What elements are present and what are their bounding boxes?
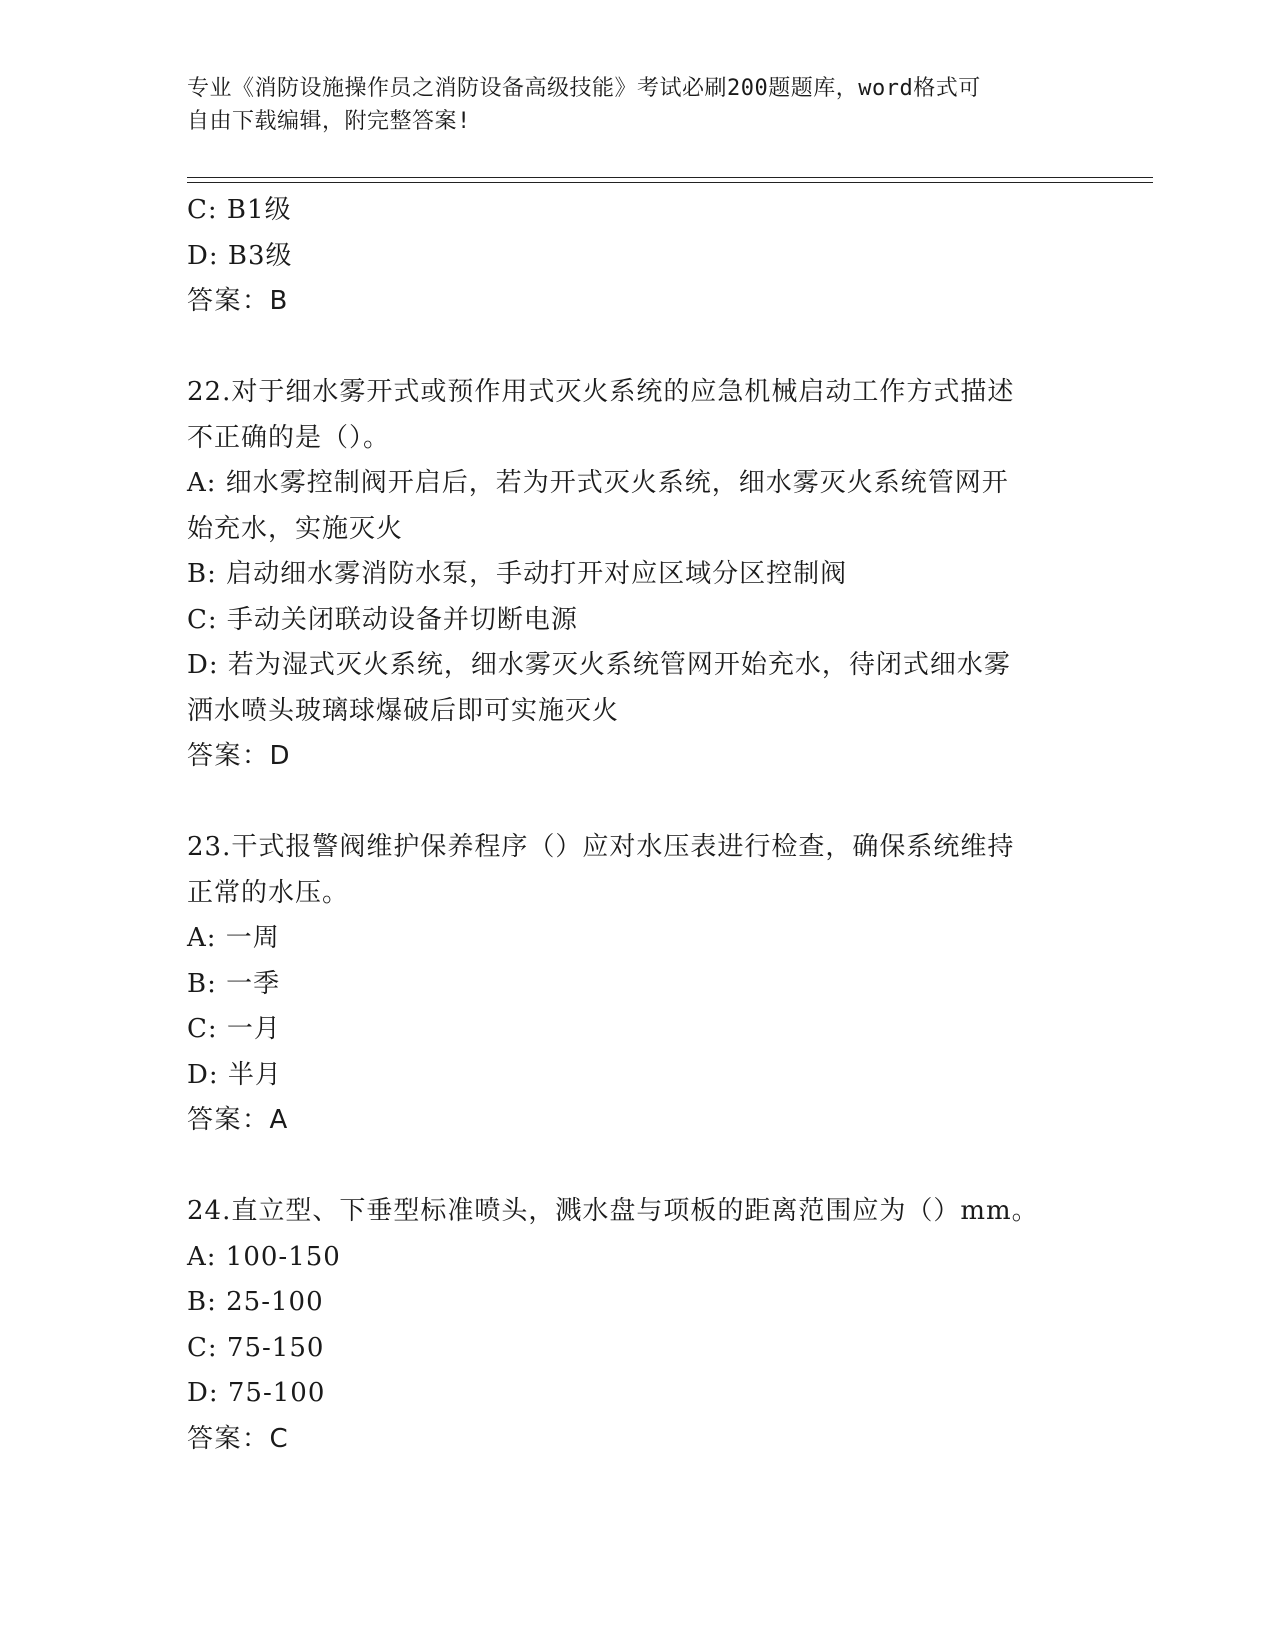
option-line: A: 一周 — [187, 923, 280, 953]
option-line: 始充水，实施灭火 — [187, 513, 404, 544]
answer-line: 答案：A — [187, 1105, 289, 1135]
previous-question-tail — [187, 188, 1087, 325]
option-line: C: B1级 — [187, 195, 292, 225]
question-24 — [187, 1189, 1087, 1462]
option-line: A: 细水雾控制阀开启后，若为开式灭火系统，细水雾灭火系统管网开 — [187, 468, 1009, 498]
question-stem-line: 正常的水压。 — [187, 877, 350, 908]
spacer — [187, 325, 1087, 371]
question-23 — [187, 825, 1087, 1144]
header-divider-top — [187, 177, 1153, 178]
spacer — [187, 780, 1087, 826]
option-line: D: 半月 — [187, 1059, 282, 1090]
answer-line: 答案：B — [187, 286, 289, 316]
spacer — [187, 1144, 1087, 1190]
question-22 — [187, 370, 1087, 780]
answer-line: 答案：C — [187, 1423, 290, 1454]
question-stem-line: 24.直立型、下垂型标准喷头，溅水盘与项板的距离范围应为（）mm。 — [187, 1196, 1039, 1226]
option-line: D: B3级 — [187, 240, 293, 271]
question-stem-line: 23.干式报警阀维护保养程序（）应对水压表进行检查，确保系统维持 — [187, 832, 1015, 862]
answer-line: 答案：D — [187, 741, 292, 771]
option-line: B: 一季 — [187, 968, 281, 999]
header-line-2: 自由下载编辑，附完整答案! — [187, 109, 471, 134]
question-stem-line: 22.对于细水雾开式或预作用式灭火系统的应急机械启动工作方式描述 — [187, 377, 1015, 407]
option-line: B: 启动细水雾消防水泵，手动打开对应区域分区控制阀 — [187, 559, 848, 589]
option-line: D: 若为湿式灭火系统，细水雾灭火系统管网开始充水，待闭式细水雾 — [187, 650, 1011, 680]
header-line-1: 专业《消防设施操作员之消防设备高级技能》考试必刷200题题库，word格式可 — [187, 76, 981, 101]
option-line: C: 手动关闭联动设备并切断电源 — [187, 604, 578, 635]
option-line: C: 一月 — [187, 1014, 281, 1044]
header-divider-bottom — [187, 182, 1153, 183]
option-line: A: 100-150 — [187, 1241, 341, 1272]
option-line: B: 25-100 — [187, 1287, 324, 1317]
question-content — [187, 188, 1087, 1462]
document-header — [187, 72, 1067, 138]
option-line: C: 75-150 — [187, 1332, 325, 1363]
option-line: 洒水喷头玻璃球爆破后即可实施灭火 — [187, 695, 620, 726]
question-stem-line: 不正确的是（）。 — [187, 422, 391, 453]
option-line: D: 75-100 — [187, 1378, 326, 1408]
